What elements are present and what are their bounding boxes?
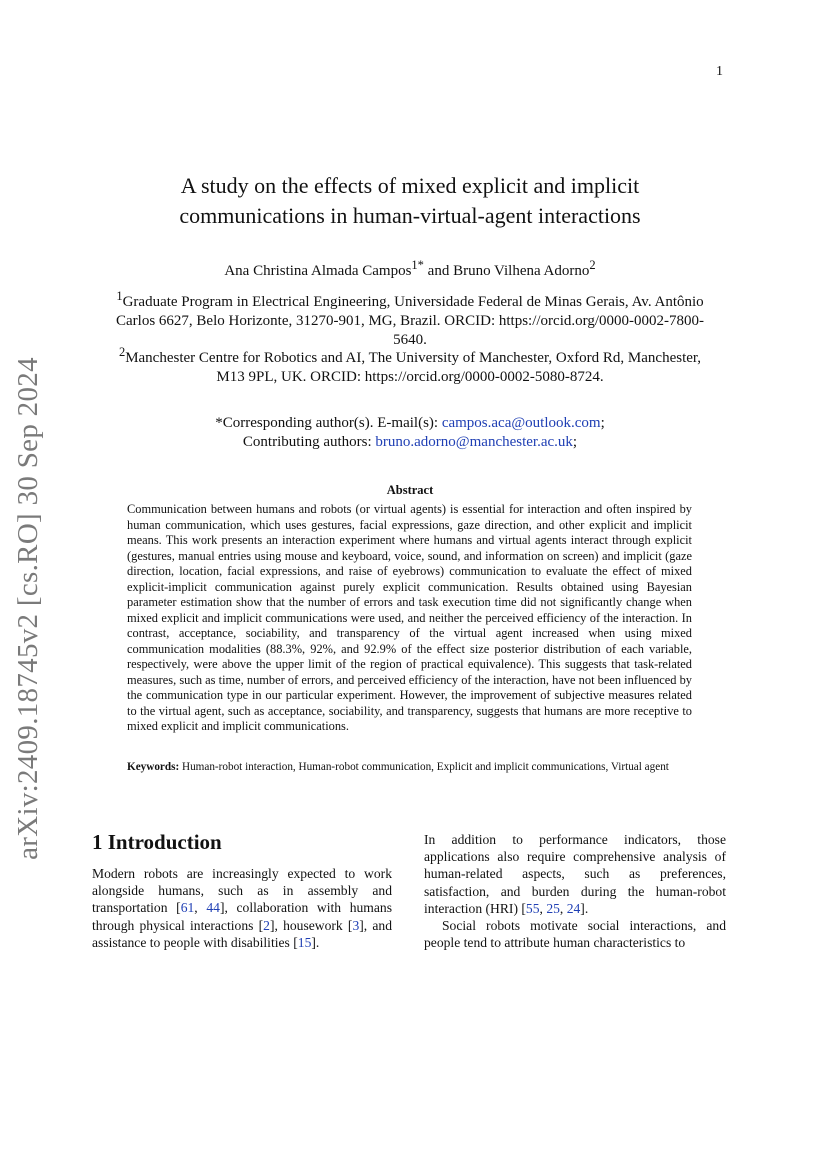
intro-right-paragraph-1: [424, 831, 726, 917]
text-run: ].: [311, 934, 320, 950]
corresponding-email-link[interactable]: campos.aca@outlook.com: [441, 415, 601, 431]
paper-title: [110, 171, 710, 231]
author-1: Ana Christina Almada Campos: [224, 263, 412, 279]
abstract-heading: Abstract: [386, 483, 434, 497]
corresponding-info: [110, 414, 710, 452]
corresponding-separator: ;: [600, 415, 605, 431]
keywords: [127, 761, 692, 775]
affiliation-1-text: Graduate Program in Electrical Engineering, Universidade Federal de Minas Gerais, Av. Antônio Carlos 6627, Belo Horizonte, 31270-901, MG, Brazil. ORCID: https://orcid.org/0000-0002-7800-5640.: [116, 294, 704, 348]
citation-link[interactable]: 24: [566, 900, 581, 916]
text-run: Modern robots are increasingly expected to work alongside humans, such as in assembly and transportation [: [92, 866, 392, 916]
citation-link[interactable]: 55: [525, 900, 540, 916]
author-list: [110, 258, 710, 280]
title-line-1: A study on the effects of mixed explicit and implicit: [180, 173, 640, 198]
text-run: ], housework [: [269, 917, 353, 933]
author-2-superscript: 2: [589, 258, 596, 272]
contributing-email-link[interactable]: bruno.adorno@manchester.ac.uk: [375, 434, 573, 450]
text-run: ,: [194, 900, 207, 916]
contributing-separator: ;: [572, 434, 578, 450]
arxiv-id: arXiv:2409.18745v2 [cs.RO] 30 Sep 2024: [11, 356, 44, 860]
affiliation-2-text: Manchester Centre for Robotics and AI, The University of Manchester, Oxford Rd, Manchester, M13 9PL, UK. ORCID: https://orcid.org/0000-0002-5080-8724.: [125, 350, 702, 385]
citation-link[interactable]: 15: [297, 934, 312, 950]
intro-right-column: [424, 831, 726, 951]
citation-link[interactable]: 3: [352, 917, 360, 933]
text-run: ].: [580, 900, 589, 916]
citation-link[interactable]: 25: [546, 900, 560, 916]
author-and: and: [423, 263, 454, 279]
text-run: ], collaboration with humans through physical interactions [: [92, 900, 393, 933]
author-2: Bruno Vilhena Adorno: [453, 263, 590, 279]
affiliation-2-superscript: 2: [118, 345, 126, 359]
affiliation-1: [110, 287, 710, 350]
contributing-line: [110, 433, 710, 452]
page-number: 1: [716, 64, 723, 79]
citation-link[interactable]: 61: [180, 900, 195, 916]
citation-link[interactable]: 2: [263, 917, 270, 933]
keywords-label: Keywords:: [127, 761, 180, 773]
affiliation-2: [110, 343, 710, 387]
section-heading-introduction: 1 Introduction: [92, 830, 222, 854]
corresponding-line: [110, 414, 710, 433]
text-run: ,: [539, 900, 547, 916]
text-run: ], and assistance to people with disabilities [: [92, 917, 393, 950]
text-run: In addition to performance indicators, those applications also require comprehensive analysis of human-related aspects, such as preferences, satisfaction, and burden during the human-robot interaction (HRI) [: [424, 832, 726, 916]
author-1-superscript: 1*: [411, 258, 424, 272]
affiliation-1-superscript: 1: [116, 289, 123, 303]
intro-left-paragraph: [92, 865, 392, 951]
text-run: ,: [559, 900, 567, 916]
corresponding-label: *Corresponding author(s). E-mail(s):: [215, 415, 442, 431]
arxiv-watermark: [11, 356, 44, 860]
title-line-2: communications in human-virtual-agent interactions: [179, 203, 641, 228]
abstract-text: Communication between humans and robots (or virtual agents) is essential for interaction and often inspired by human communication, which uses gestures, facial expressions, gaze direction, and other explicit and implicit means. This work presents an interaction experiment where humans and virtual agents interact through explicit (gestures, manual entries using mouse and keyboard, voice, sound, and information on screen) and implicit (gaze direction, location, facial expressions, and raise of eyebrows) communication to evaluate the effect of mixed explicit-implicit communication against purely explicit communication. Results obtained using Bayesian parameter estimation show that the number of errors and task execution time did not significantly change when mixed explicit and implicit communications were used, and neither the perceived efficiency of the interaction. In contrast, acceptance, sociability, and transparency of the virtual agent increased when using mixed communication modalities (88.3%, 92%, and 92.9% of the effect size posterior distribution of each variable, respectively, were above the upper limit of the region of practical equivalence). This suggests that task-related measures, such as time, number of errors, and perceived efficiency of the interaction, have not been influenced by the communication type in our particular experiment. However, the improvement of subjective measures related to the virtual agent, such as acceptance, sociability, and transparency, suggests that humans are more receptive to mixed explicit and implicit communications.: [127, 502, 692, 733]
citation-link[interactable]: 44: [206, 900, 220, 916]
contributing-label: Contributing authors:: [242, 434, 376, 450]
intro-right-paragraph-2: Social robots motivate social interactions, and people tend to attribute human characteristics to: [424, 918, 726, 951]
keywords-text: Human-robot interaction, Human-robot communication, Explicit and implicit communications, Virtual agent: [179, 761, 669, 773]
